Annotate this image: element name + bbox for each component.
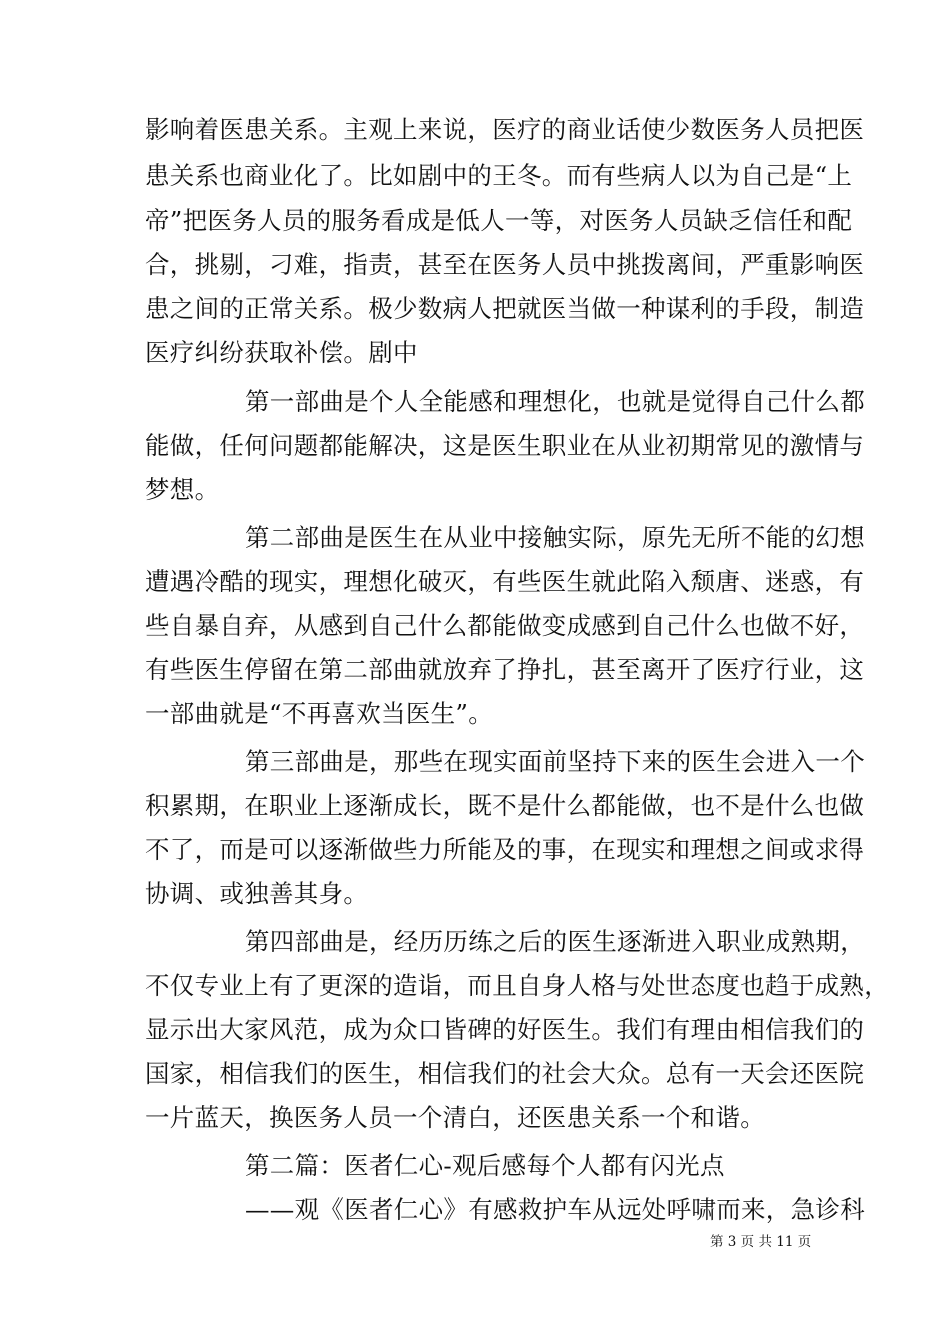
text-line: 医疗纠纷获取补偿。剧中: [145, 338, 418, 367]
text-line: 一部曲就是“不再喜欢当医生”。: [145, 699, 494, 728]
text-line: 显示出大家风范，成为众口皆碑的好医生。我们有理由相信我们的: [145, 1015, 865, 1044]
paragraph-first-line: 第三部曲是，那些在现实面前坚持下来的医生会进入一个: [245, 747, 865, 776]
text-line: 不仅专业上有了更深的造诣，而且自身人格与处世态度也趋于成熟，: [145, 971, 889, 1000]
text-line: 些自暴自弃，从感到自己什么都能做变成感到自己什么也做不好，: [145, 611, 865, 640]
text-line: 患之间的正常关系。极少数病人把就医当做一种谋利的手段，制造: [145, 294, 865, 323]
text-line: 国家，相信我们的医生，相信我们的社会大众。总有一天会还医院: [145, 1059, 865, 1088]
text-line: 协调、或独善其身。: [145, 879, 369, 908]
text-line: 有些医生停留在第二部曲就放弃了挣扎，甚至离开了医疗行业，这: [145, 655, 865, 684]
text-line: 能做，任何问题都能解决，这是医生职业在从业初期常见的激情与: [145, 431, 865, 460]
text-line: 合，挑剔，刁难，指责，甚至在医务人员中挑拨离间，严重影响医: [145, 250, 865, 279]
paragraph-first-line: 第一部曲是个人全能感和理想化，也就是觉得自己什么都: [245, 387, 865, 416]
section-heading: 第二篇：医者仁心-观后感每个人都有闪光点: [245, 1151, 725, 1180]
text-line: 帝”把医务人员的服务看成是低人一等，对医务人员缺乏信任和配: [145, 206, 853, 235]
paragraph-first-line: 第二部曲是医生在从业中接触实际，原先无所不能的幻想: [245, 523, 865, 552]
text-line: 积累期，在职业上逐渐成长，既不是什么都能做，也不是什么也做: [145, 791, 865, 820]
paragraph-first-line: ——观《医者仁心》有感救护车从远处呼啸而来，急诊科: [245, 1195, 865, 1224]
text-line: 梦想。: [145, 475, 220, 504]
text-line: 遭遇冷酷的现实，理想化破灭，有些医生就此陷入颓唐、迷惑，有: [145, 567, 865, 596]
text-line: 影响着医患关系。主观上来说，医疗的商业话使少数医务人员把医: [145, 115, 865, 144]
page-number: 第 3 页 共 11 页: [710, 1234, 812, 1250]
text-line: 一片蓝天，换医务人员一个清白，还医患关系一个和谐。: [145, 1103, 765, 1132]
paragraph-first-line: 第四部曲是，经历历练之后的医生逐渐进入职业成熟期，: [245, 927, 865, 956]
text-line: 不了，而是可以逐渐做些力所能及的事，在现实和理想之间或求得: [145, 835, 865, 864]
text-line: 患关系也商业化了。比如剧中的王冬。而有些病人以为自己是“上: [145, 161, 853, 190]
